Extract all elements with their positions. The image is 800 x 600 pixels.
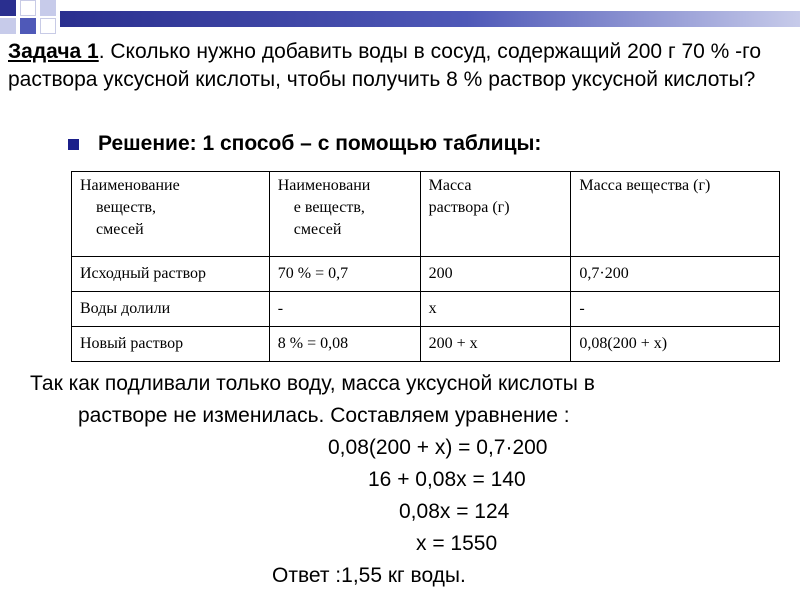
- explanation-line: растворе не изменилась. Составляем уравнение :: [78, 404, 570, 427]
- explanation-line: Так как подливали только воду, масса уксусной кислоты в: [30, 372, 595, 395]
- table-row: [72, 327, 780, 362]
- equation-line: 0,08х = 124: [399, 500, 510, 523]
- problem-label: Задача 1: [8, 40, 99, 63]
- problem-statement: [8, 38, 792, 94]
- table-cell: -: [571, 292, 780, 327]
- problem-text: . Сколько нужно добавить воды в сосуд, содержащий 200 г 70 % -го раствора уксусной кислоты, чтобы получить 8 % раствор уксусной кислоты?: [8, 40, 762, 91]
- solution-heading: Решение: 1 способ – с помощью таблицы:: [98, 132, 542, 155]
- table-cell: 200 + х: [420, 327, 571, 362]
- table-cell: Воды долили: [72, 292, 270, 327]
- table-header-cell: Наименовани е веществ, смесей: [269, 172, 420, 257]
- table-cell: 0,08(200 + х): [571, 327, 780, 362]
- table-header-row: [72, 172, 780, 257]
- answer-line: Ответ :1,55 кг воды.: [272, 564, 466, 587]
- equation-line: х = 1550: [416, 532, 498, 555]
- equation-line: 16 + 0,08х = 140: [368, 468, 526, 491]
- table-cell: 70 % = 0,7: [269, 257, 420, 292]
- table-cell: 0,7·200: [571, 257, 780, 292]
- header-stripe: [60, 11, 800, 27]
- square-bullet-icon: [68, 139, 79, 150]
- table-header-cell: Масса вещества (г): [571, 172, 780, 257]
- solution-table: [71, 171, 780, 362]
- table-cell: -: [269, 292, 420, 327]
- table-row: [72, 257, 780, 292]
- header-decoration: [0, 0, 800, 34]
- table-row: [72, 292, 780, 327]
- equation-line: 0,08(200 + х) = 0,7·200: [328, 436, 548, 459]
- table-cell: Новый раствор: [72, 327, 270, 362]
- table-cell: Исходный раствор: [72, 257, 270, 292]
- table-cell: 200: [420, 257, 571, 292]
- table-cell: х: [420, 292, 571, 327]
- table-header-cell: Масса раствора (г): [420, 172, 571, 257]
- table-header-cell: Наименование веществ, смесей: [72, 172, 270, 257]
- table-cell: 8 % = 0,08: [269, 327, 420, 362]
